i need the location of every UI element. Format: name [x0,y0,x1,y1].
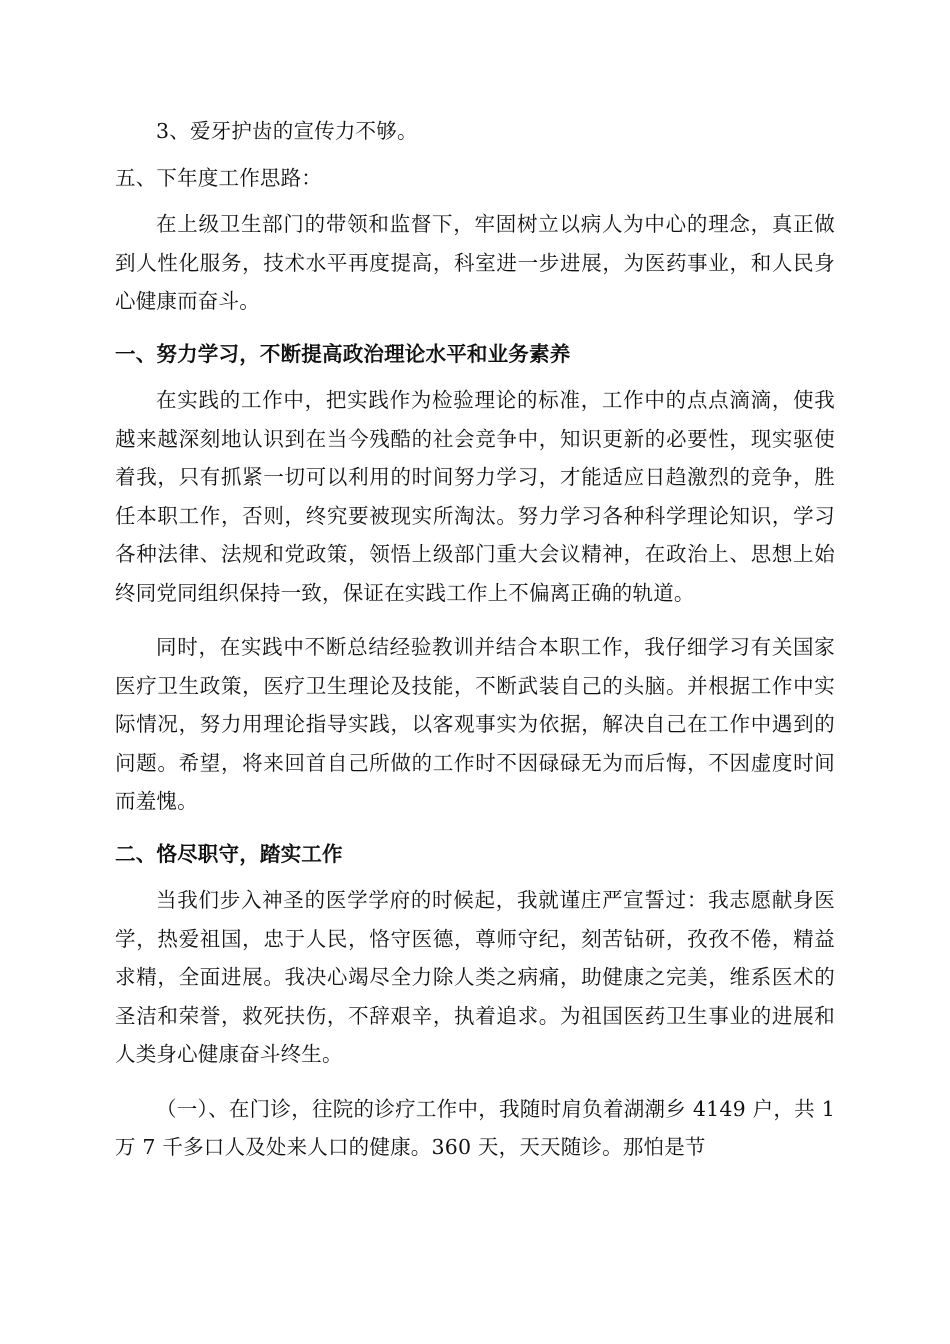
heading-2-paragraph-1: 当我们步入神圣的医学学府的时候起，我就谨庄严宣誓过：我志愿献身医学，热爱祖国，忠于人民，恪守医德，尊师守纪，刻苦钻研，孜孜不倦，精益求精，全面进展。我决心竭尽全力除人类之病痛，助健康之完美，维系医术的圣洁和荣誉，救死扶伤，不辞艰辛，执着追求。为祖国医药卫生事业的进展和人类身心健康奋斗终生。 [115,888,835,1066]
heading-2-paragraph-2: （一）、在门诊，往院的诊疗工作中，我随时肩负着湖潮乡 4149 户，共 1 万 7 千多口人及处来人口的健康。360 天，天天随诊。那怕是节 [115,1096,835,1159]
heading-1-paragraph-2: 同时，在实践中不断总结经验教训并结合本职工作，我仔细学习有关国家医疗卫生政策，医疗卫生理论及技能，不断武装自己的头脑。并根据工作中实际情况，努力用理论指导实践，以客观事实为依据，解决自己在工作中遇到的问题。希望，将来回首自己所做的工作时不因碌碌无为而后悔，不因虚度时间而羞愧。 [115,635,835,813]
heading-1: 一、努力学习，不断提高政治理论水平和业务素养 [115,341,571,366]
document-page [115,112,835,1167]
heading-1-paragraph-1: 在实践的工作中，把实践作为检验理论的标准，工作中的点点滴滴，使我越来越深刻地认识到在当今残酷的社会竞争中，知识更新的必要性，现实驱使着我，只有抓紧一切可以利用的时间努力学习，才能适应日趋激烈的竞争，胜任本职工作，否则，终究要被现实所淘汰。努力学习各种科学理论知识，学习各种法律、法规和党政策，领悟上级部门重大会议精神，在政治上、思想上始终同党同组织保持一致，保证在实践工作上不偏离正确的轨道。 [115,388,835,605]
list-item-3: 3、爱牙护齿的宣传力不够。 [156,119,418,143]
section-5-title: 五、下年度工作思路： [115,165,322,190]
heading-2: 二、恪尽职守，踏实工作 [115,841,343,866]
section-5-paragraph: 在上级卫生部门的带领和监督下，牢固树立以病人为中心的理念，真正做到人性化服务，技术水平再度提高，科室进一步进展，为医药事业，和人民身心健康而奋斗。 [115,212,835,313]
